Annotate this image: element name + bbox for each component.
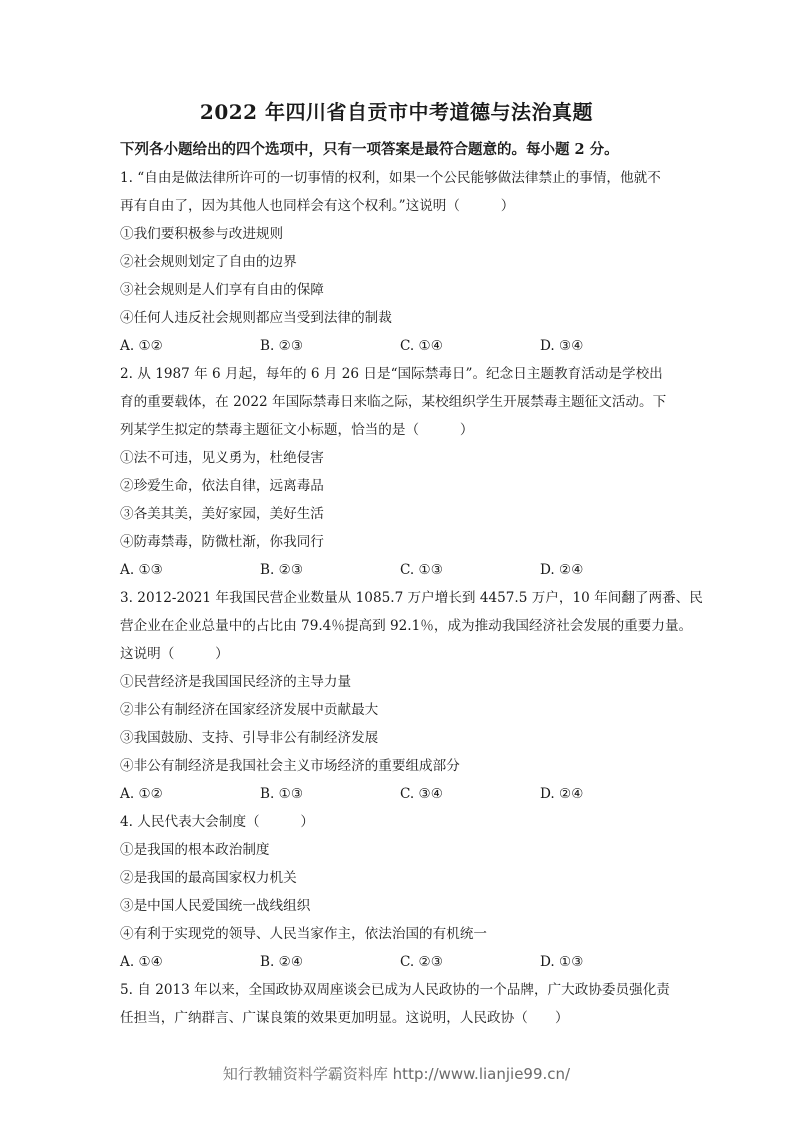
statement-item: ②珍爱生命，依法自律，远离毒品 [120,478,324,494]
question-stem-line: 1. “自由是做法律所许可的一切事情的权利，如果一个公民能够做法律禁止的事情，他就不 [120,170,661,186]
answer-option: D. ①③ [540,954,584,970]
statement-item: ③是中国人民爱国统一战线组织 [120,898,311,914]
answer-option: A. ①② [120,786,163,802]
question-2 [120,362,680,586]
watermark-footer: 知行教辅资料学霸资料库 http://www.lianjie99.cn/ [222,1065,571,1083]
question-5 [120,978,680,1034]
question-stem-line: 再有自由了，因为其他人也同样会有这个权利。”这说明（ ） [120,198,515,214]
answer-option: C. ③④ [400,786,443,802]
statement-item: ②非公有制经济在国家经济发展中贡献最大 [120,702,379,718]
question-stem-line: 营企业在企业总量中的占比由 79.4％提高到 92.1％，成为推动我国经济社会发展的重要力量。 [120,618,693,634]
answer-option: D. ②④ [540,786,584,802]
answer-option: A. ①④ [120,954,163,970]
statement-item: ③我国鼓励、支持、引导非公有制经济发展 [120,730,379,746]
question-stem-line: 3. 2012-2021 年我国民营企业数量从 1085.7 万户增长到 4457.5 万户，10 年间翻了两番、民 [120,590,703,606]
question-4 [120,810,680,978]
answer-option: C. ①④ [400,338,443,354]
answer-options [120,950,680,978]
statement-item: ②社会规则划定了自由的边界 [120,254,297,270]
answer-option: B. ②④ [260,954,304,970]
statement-item: ①法不可违，见义勇为，杜绝侵害 [120,450,324,466]
statement-item: ①我们要积极参与改进规则 [120,226,284,242]
question-stem-line: 这说明（ ） [120,646,229,662]
statement-item: ①是我国的根本政治制度 [120,842,270,858]
answer-option: C. ②③ [400,954,443,970]
statement-item: ③社会规则是人们享有自由的保障 [120,282,324,298]
answer-option: A. ①③ [120,562,163,578]
answer-option: D. ②④ [540,562,584,578]
statement-item: ③各美其美，美好家园，美好生活 [120,506,324,522]
statement-item: ①民营经济是我国国民经济的主导力量 [120,674,352,690]
answer-options [120,558,680,586]
statement-item: ②是我国的最高国家权力机关 [120,870,297,886]
answer-option: A. ①② [120,338,163,354]
statement-item: ④有利于实现党的领导、人民当家作主，依法治国的有机统一 [120,926,488,942]
statement-item: ④非公有制经济是我国社会主义市场经济的重要组成部分 [120,758,460,774]
answer-option: B. ②③ [260,562,304,578]
section-instruction: 下列各小题给出的四个选项中，只有一项答案是最符合题意的。每小题 2 分。 [120,141,619,158]
question-3 [120,586,703,810]
answer-option: B. ②③ [260,338,304,354]
question-stem-line: 2. 从 1987 年 6 月起，每年的 6 月 26 日是“国际禁毒日”。纪念日主题教育活动是学校出 [120,366,663,382]
statement-item: ④任何人违反社会规则都应当受到法律的制裁 [120,310,392,326]
question-stem-line: 育的重要载体，在 2022 年国际禁毒日来临之际，某校组织学生开展禁毒主题征文活动。下 [120,394,667,410]
answer-options [120,782,680,810]
question-stem-line: 列某学生拟定的禁毒主题征文小标题，恰当的是（ ） [120,422,474,438]
question-stem-line: 5. 自 2013 年以来，全国政协双周座谈会已成为人民政协的一个品牌，广大政协委员强化责 [120,982,670,998]
answer-option: B. ①③ [260,786,304,802]
answer-option: C. ①③ [400,562,443,578]
statement-item: ④防毒禁毒，防微杜渐，你我同行 [120,534,324,550]
question-stem-line: 4. 人民代表大会制度（ ） [120,814,315,830]
answer-options [120,334,680,362]
question-stem-line: 任担当，广纳群言、广谋良策的效果更加明显。这说明，人民政协（ ） [120,1010,569,1026]
page-title: 2022 年四川省自贡市中考道德与法治真题 [199,100,594,124]
question-list [120,166,703,1034]
question-1 [120,166,680,362]
answer-option: D. ③④ [540,338,584,354]
